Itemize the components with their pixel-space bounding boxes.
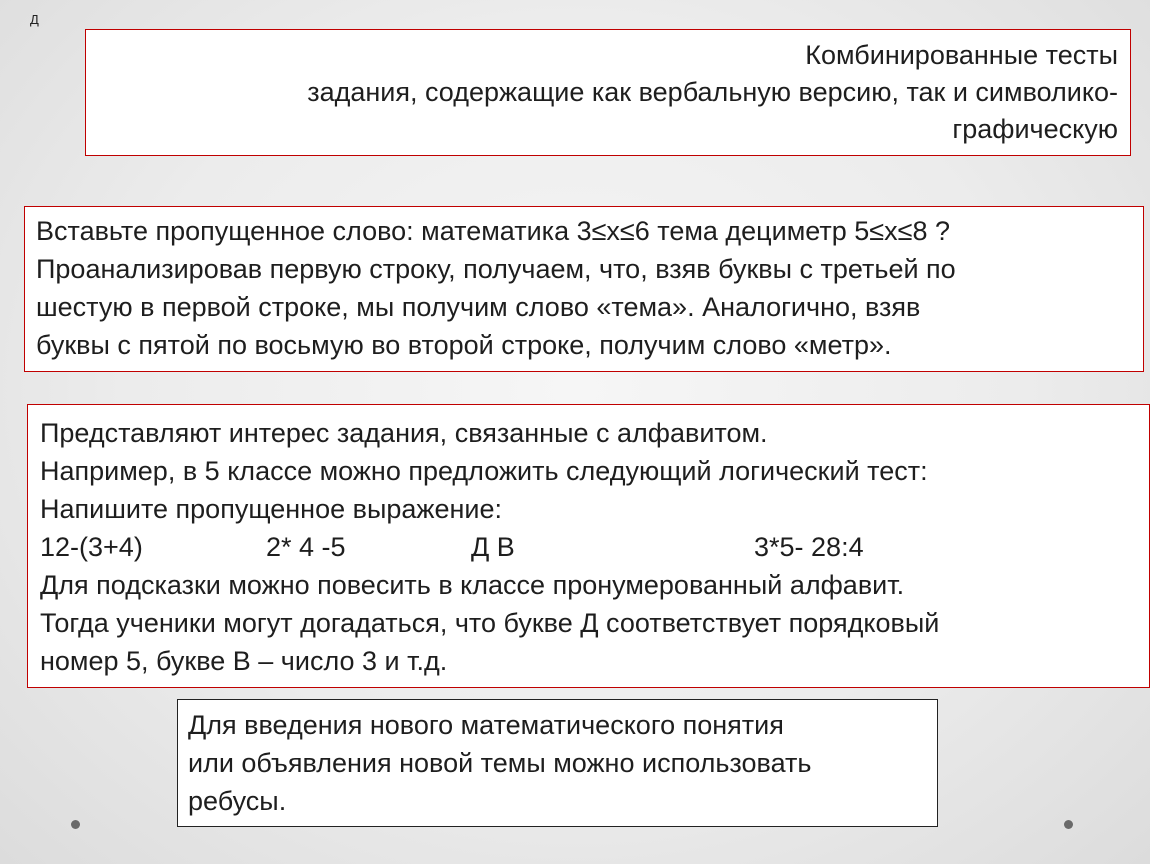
example-line: буквы с пятой по восьмую во второй строке, получим слово «метр».	[36, 330, 892, 360]
bullet-dot-left	[71, 820, 80, 829]
alphabet-line: Например, в 5 классе можно предложить следующий логический тест:	[40, 456, 928, 486]
title-subtitle-line-1: задания, содержащие как вербальную версию, так и символико-	[307, 77, 1118, 107]
alphabet-line: номер 5, букве В – число 3 и т.д.	[40, 646, 448, 676]
rebus-line: Для введения нового математического понятия	[188, 710, 784, 740]
expression-1: 12-(3+4)	[40, 532, 143, 562]
expression-row	[40, 528, 1141, 566]
title-box	[85, 29, 1131, 156]
title-heading: Комбинированные тесты	[805, 40, 1118, 70]
alphabet-line: Напишите пропущенное выражение:	[40, 494, 502, 524]
example-line: шестую в первой строке, мы получим слово «тема». Аналогично, взяв	[36, 292, 921, 322]
alphabet-line: Для подсказки можно повесить в классе пронумерованный алфавит.	[40, 570, 905, 600]
rebus-line: или объявления новой темы можно использовать	[188, 748, 812, 778]
alphabet-box	[27, 404, 1150, 688]
expression-4: 3*5- 28:4	[754, 532, 864, 562]
bullet-dot-right	[1064, 820, 1073, 829]
expression-2: 2* 4 -5	[266, 532, 346, 562]
title-subtitle-line-2: графическую	[952, 114, 1118, 144]
expression-3: Д В	[471, 532, 515, 562]
corner-mark: Д	[30, 12, 39, 27]
rebus-box	[177, 699, 938, 827]
alphabet-line: Тогда ученики могут догадаться, что букве Д соответствует порядковый	[40, 608, 940, 638]
alphabet-line: Представляют интерес задания, связанные с алфавитом.	[40, 418, 768, 448]
rebus-line: ребусы.	[188, 786, 287, 816]
example-box	[24, 206, 1144, 372]
example-line: Проанализировав первую строку, получаем, что, взяв буквы с третьей по	[36, 254, 956, 284]
example-line: Вставьте пропущенное слово: математика 3≤х≤6 тема дециметр 5≤х≤8 ?	[36, 216, 950, 246]
